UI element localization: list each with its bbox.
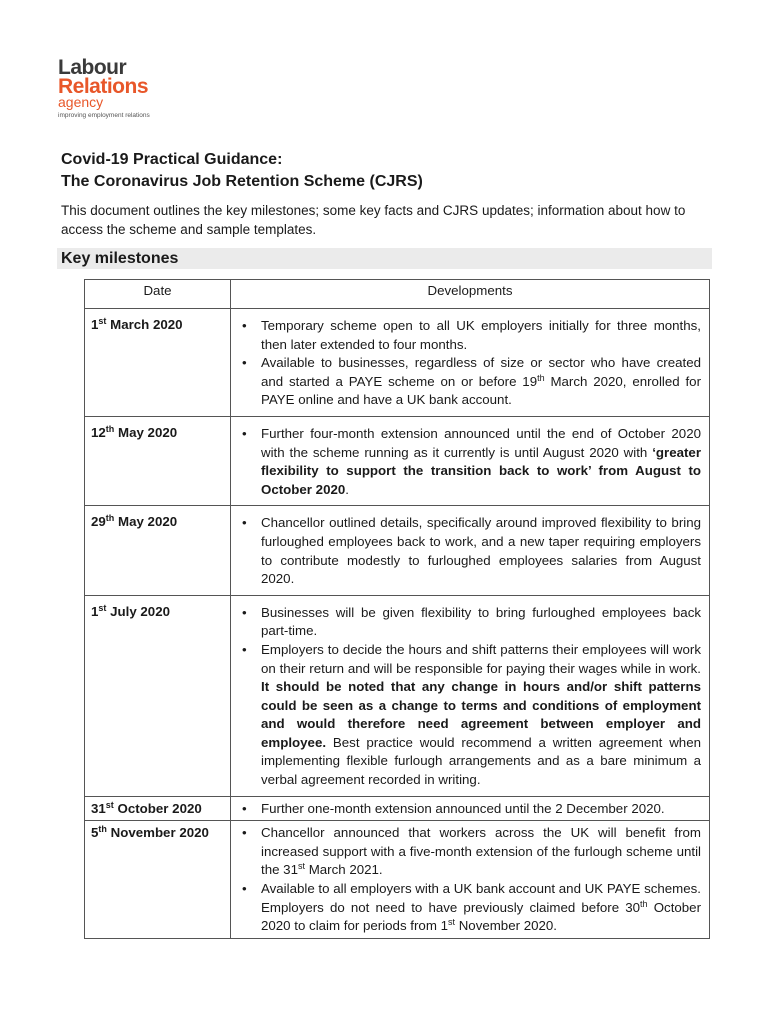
- milestone-developments: [231, 821, 710, 939]
- logo-line-1: Labour: [58, 56, 127, 79]
- milestone-developments: [231, 416, 710, 505]
- logo-line-2: Relations: [58, 75, 149, 98]
- logo-line-3: agency: [58, 94, 104, 110]
- milestones-table: [84, 279, 710, 939]
- list-item: • Further four-month extension announced until the end of October 2020 with the scheme running as it currently is until August 2020 with ‘greater flexibility to support the transition back to work’ from August to October 2020.: [261, 425, 701, 499]
- list-item: • Employers to decide the hours and shift patterns their employees will work on their return and will be responsible for paying their wages while in work. It should be noted that any change in hours and/or shift patterns could be seen as a change to terms and conditions of employment and would therefore need agreement between employer and employee. Best practice would recommend a written agreement when implementing flexible furlough arrangements and as a bare minimum a verbal agreement recorded in writing.: [261, 641, 701, 790]
- milestone-developments: [231, 796, 710, 821]
- column-header-developments: Developments: [231, 280, 710, 309]
- list-item: • Chancellor outlined details, specifically around improved flexibility to bring furloughed employees back to work, and a new taper requiring employers to contribute modestly to furloughed employees salaries from August 2020.: [261, 514, 701, 588]
- title-line-2: The Coronavirus Job Retention Scheme (CJRS): [61, 173, 423, 190]
- column-header-date: Date: [85, 280, 231, 309]
- list-item: • Temporary scheme open to all UK employers initially for three months, then later extended to four months.: [261, 317, 701, 354]
- milestone-date: 1st July 2020: [85, 595, 231, 796]
- list-item: • Available to all employers with a UK bank account and UK PAYE schemes. Employers do not need to have previously claimed before 30th October 2020 to claim for periods from 1st November 2020.: [261, 880, 701, 936]
- table-row: [85, 506, 710, 595]
- table-row: [85, 595, 710, 796]
- list-item: • Businesses will be given flexibility to bring furloughed employees back part-time.: [261, 604, 701, 641]
- table-row: [85, 416, 710, 505]
- milestone-date: 1st March 2020: [85, 309, 231, 417]
- logo-tagline: improving employment relations: [58, 112, 150, 119]
- milestone-date: 5th November 2020: [85, 821, 231, 939]
- milestone-date: 12th May 2020: [85, 416, 231, 505]
- milestone-date: 31st October 2020: [85, 796, 231, 821]
- list-item: • Chancellor announced that workers across the UK will benefit from increased support with a five-month extension of the furlough scheme until the 31st March 2021.: [261, 824, 701, 880]
- milestone-developments: [231, 309, 710, 417]
- title-line-1: Covid-19 Practical Guidance:: [61, 151, 283, 168]
- section-heading-key-milestones: Key milestones: [57, 248, 712, 269]
- table-row: [85, 309, 710, 417]
- table-row: [85, 821, 710, 939]
- milestone-developments: [231, 595, 710, 796]
- labour-relations-agency-logo: [58, 58, 178, 120]
- document-title: [61, 149, 423, 193]
- table-header-row: [85, 280, 710, 309]
- list-item: • Available to businesses, regardless of size or sector who have created and started a PAYE scheme on or before 19th March 2020, enrolled for PAYE online and have a UK bank account.: [261, 354, 701, 410]
- milestone-date: 29th May 2020: [85, 506, 231, 595]
- table-row: [85, 796, 710, 821]
- list-item: • Further one-month extension announced until the 2 December 2020.: [261, 800, 701, 819]
- milestone-developments: [231, 506, 710, 595]
- intro-paragraph: This document outlines the key milestones; some key facts and CJRS updates; information about how to access the scheme and sample templates.: [61, 203, 686, 237]
